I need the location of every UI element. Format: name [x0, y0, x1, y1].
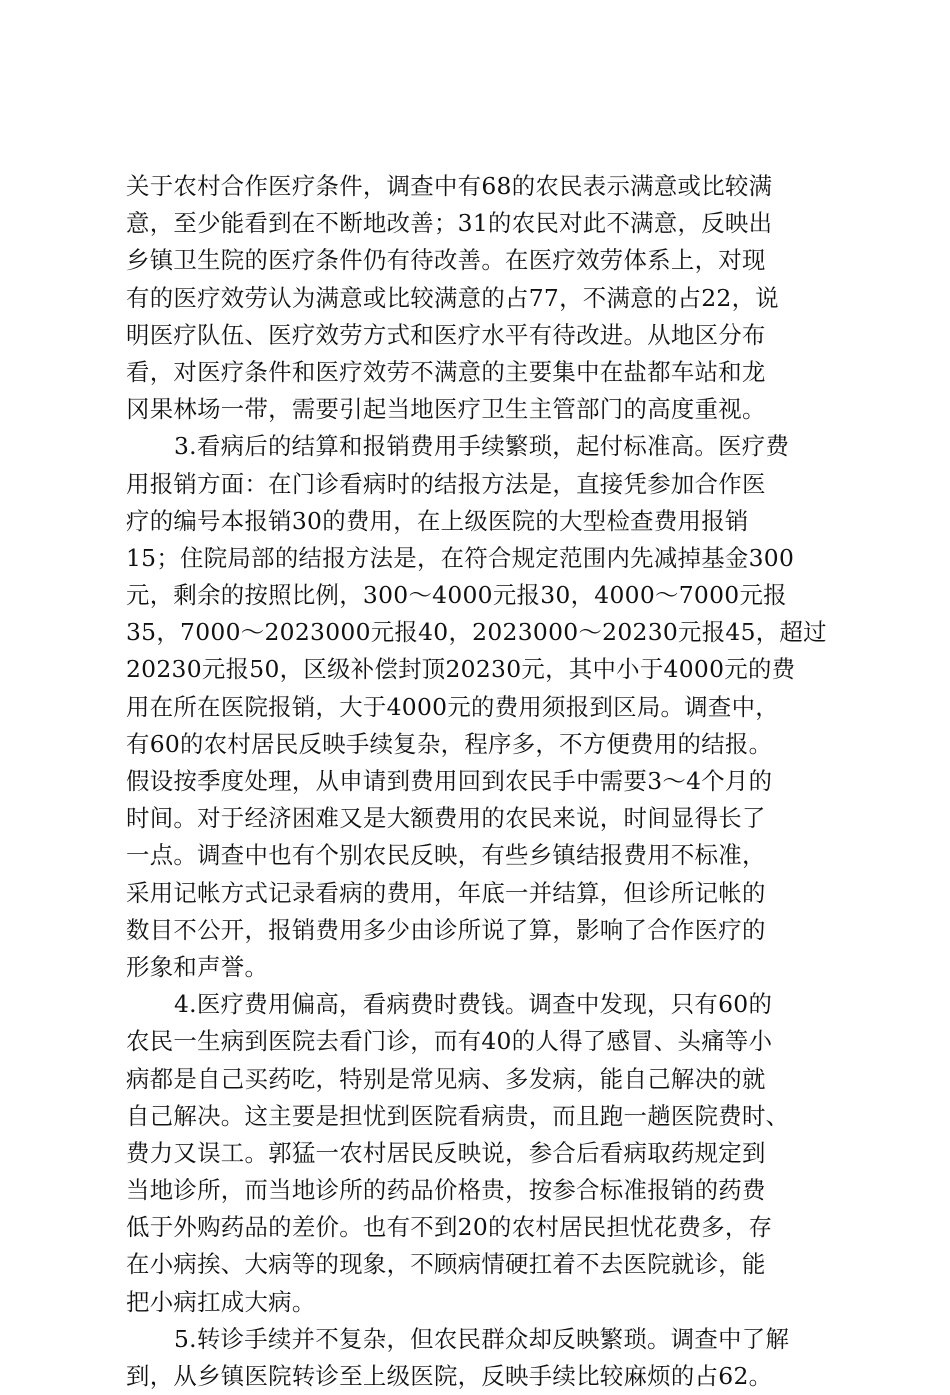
text-line: 明医疗队伍、医疗效劳方式和医疗水平有待改进。从地区分布: [126, 320, 766, 349]
body-text: [126, 168, 846, 1395]
text-line: 数目不公开，报销费用多少由诊所说了算，影响了合作医疗的: [126, 915, 766, 944]
text-line: 在小病挨、大病等的现象，不顾病情硬扛着不去医院就诊，能: [126, 1250, 766, 1279]
text-line: 15；住院局部的结报方法是，在符合规定范围内先减掉基金300: [126, 543, 795, 572]
text-line: 有60的农村居民反映手续复杂，程序多，不方便费用的结报。: [126, 729, 773, 758]
text-line: 到，从乡镇医院转诊至上级医院，反映手续比较麻烦的占62。: [126, 1362, 773, 1390]
text-line: 元，剩余的按照比例，300～4000元报30，4000～7000元报: [126, 581, 787, 610]
text-line: 采用记帐方式记录看病的费用，年底一并结算，但诊所记帐的: [126, 878, 766, 907]
text-line: 当地诊所，而当地诊所的药品价格贵，按参合标准报销的药费: [126, 1176, 766, 1205]
text-line: 低于外购药品的差价。也有不到20的农村居民担忧花费多，存: [126, 1213, 773, 1242]
text-line: 看，对医疗条件和医疗效劳不满意的主要集中在盐都车站和龙: [126, 357, 766, 386]
text-line: 病都是自己买药吃，特别是常见病、多发病，能自己解决的就: [126, 1064, 766, 1093]
text-line: 35，7000～2023000元报40，2023000～20230元报45，超过: [126, 618, 827, 647]
text-line: 有的医疗效劳认为满意或比较满意的占77，不满意的占22，说: [126, 283, 779, 312]
text-line: 一点。调查中也有个别农民反映，有些乡镇结报费用不标准，: [126, 841, 766, 870]
text-line: 5.转诊手续并不复杂，但农民群众却反映繁琐。调查中了解: [174, 1324, 790, 1353]
text-line: 冈果林场一带，需要引起当地医疗卫生主管部门的高度重视。: [126, 395, 766, 424]
text-line: 20230元报50，区级补偿封顶20230元，其中小于4000元的费: [126, 655, 796, 684]
text-line: 假设按季度处理，从申请到费用回到农民手中需要3～4个月的: [126, 767, 773, 795]
text-line: 乡镇卫生院的医疗条件仍有待改善。在医疗效劳体系上，对现: [126, 246, 766, 275]
text-line: 意，至少能看到在不断地改善；31的农民对此不满意，反映出: [126, 209, 773, 238]
text-line: 4.医疗费用偏高，看病费时费钱。调查中发现，只有60的: [174, 990, 773, 1019]
text-line: 用报销方面：在门诊看病时的结报方法是，直接凭参加合作医: [126, 469, 766, 498]
text-line: 农民一生病到医院去看门诊，而有40的人得了感冒、头痛等小: [126, 1027, 773, 1056]
text-line: 形象和声誉。: [126, 952, 269, 981]
text-line: 把小病扛成大病。: [126, 1287, 316, 1316]
text-line: 自己解决。这主要是担忧到医院看病贵，而且跑一趟医院费时、: [126, 1101, 790, 1130]
text-line: 时间。对于经济困难又是大额费用的农民来说，时间显得长了: [126, 804, 766, 833]
text-line: 3.看病后的结算和报销费用手续繁琐，起付标准高。医疗费: [174, 432, 790, 461]
text-line: 疗的编号本报销30的费用，在上级医院的大型检查费用报销: [126, 506, 749, 535]
text-line: 费力又误工。郭猛一农村居民反映说，参合后看病取药规定到: [126, 1138, 766, 1167]
text-line: 关于农村合作医疗条件，调查中有68的农民表示满意或比较满: [126, 172, 773, 200]
text-line: 用在所在医院报销，大于4000元的费用须报到区局。调查中，: [126, 692, 779, 721]
